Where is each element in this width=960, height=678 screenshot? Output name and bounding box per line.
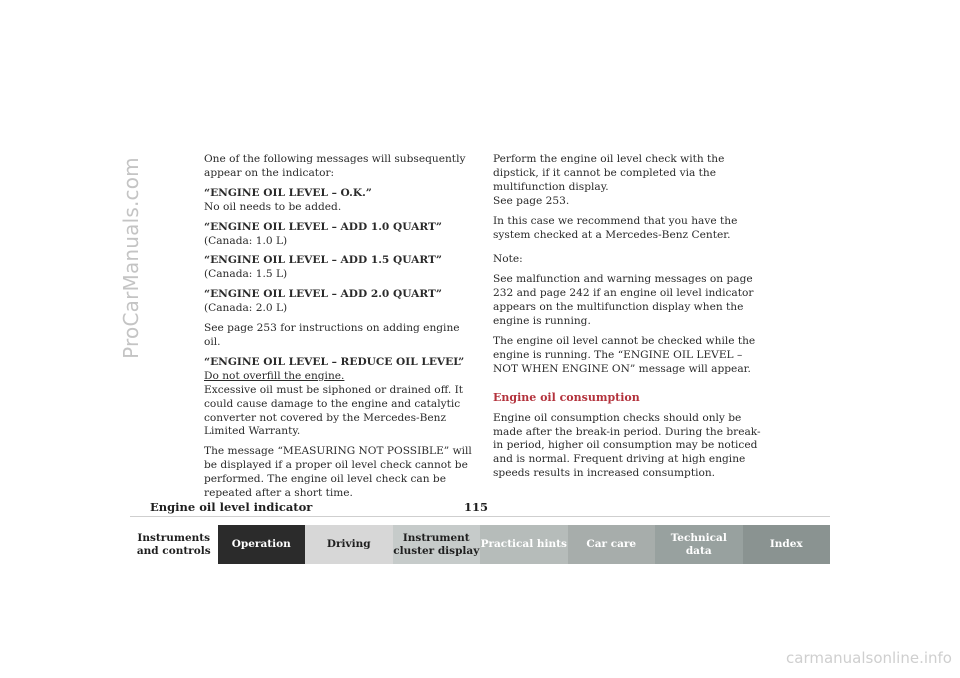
- dipstick-text: Perform the engine oil level check with the dipstick, if it cannot be completed via the multifunction display.: [493, 153, 725, 193]
- tab-practical-hints[interactable]: Practical hints: [480, 525, 568, 564]
- left-column: [204, 153, 474, 507]
- message-reduce-warning: Do not overfill the engine.: [204, 369, 345, 382]
- message-add-1: [204, 221, 474, 249]
- page-number: 115: [464, 500, 489, 514]
- dipstick-paragraph: [493, 153, 763, 209]
- footer-section-title: Engine oil level indicator: [150, 500, 313, 514]
- section-navigation-bar: [130, 525, 830, 564]
- message-reduce-title: “ENGINE OIL LEVEL – REDUCE OIL LEVEL”: [204, 355, 465, 368]
- right-column: [493, 153, 763, 487]
- bottom-watermark: carmanualsonline.info: [786, 649, 952, 667]
- recommend-paragraph: In this case we recommend that you have the system checked at a Mercedes-Benz Center.: [493, 214, 738, 241]
- message-ok-desc: No oil needs to be added.: [204, 200, 342, 213]
- tab-instruments-and-controls[interactable]: Instruments and controls: [130, 525, 218, 564]
- message-ok: [204, 187, 474, 215]
- message-add-1-desc: (Canada: 1.0 L): [204, 234, 288, 247]
- note-running-paragraph: The engine oil level cannot be checked while the engine is running. The “ENGINE OIL LEVEL – NOT WHEN ENGINE ON” message will appear.: [493, 334, 756, 375]
- message-add-2: [204, 288, 474, 316]
- see-page-instructions: See page 253 for instructions on adding engine oil.: [204, 322, 460, 348]
- message-add-1-5-title: “ENGINE OIL LEVEL – ADD 1.5 QUART”: [204, 254, 442, 267]
- message-add-2-desc: (Canada: 2.0 L): [204, 302, 288, 315]
- tab-index[interactable]: Index: [743, 525, 831, 564]
- intro-paragraph: One of the following messages will subsequently appear on the indicator:: [204, 153, 466, 179]
- side-watermark: ProCarManuals.com: [119, 157, 143, 359]
- tab-car-care[interactable]: Car care: [568, 525, 656, 564]
- message-ok-title: “ENGINE OIL LEVEL – O.K.”: [204, 186, 372, 199]
- note-label: Note:: [493, 253, 523, 266]
- footer-divider: [130, 516, 830, 517]
- message-add-1-5: [204, 254, 474, 282]
- measuring-not-possible-paragraph: The message “MEASURING NOT POSSIBLE” will be displayed if a proper oil level check cannot be performed. The engine oil level check can be repeated after a short time.: [204, 445, 472, 500]
- tab-technical-data[interactable]: Technical data: [655, 525, 743, 564]
- consumption-heading: Engine oil consumption: [493, 390, 640, 404]
- message-add-2-title: “ENGINE OIL LEVEL – ADD 2.0 QUART”: [204, 288, 442, 301]
- dipstick-see-page: See page 253.: [493, 194, 570, 207]
- tab-operation[interactable]: Operation: [218, 525, 306, 564]
- tab-driving[interactable]: Driving: [305, 525, 393, 564]
- note-malfunction-paragraph: See malfunction and warning messages on page 232 and page 242 if an engine oil level indicator appears on the multifunction display when the engine is running.: [493, 273, 754, 328]
- message-add-1-title: “ENGINE OIL LEVEL – ADD 1.0 QUART”: [204, 220, 442, 233]
- consumption-paragraph: Engine oil consumption checks should only be made after the break-in period. During the break-in period, higher oil consumption may be noticed and is normal. Frequent driving at high engine speeds results in increased consumption.: [493, 411, 761, 480]
- message-reduce-desc: Excessive oil must be siphoned or drained off. It could cause damage to the engine and catalytic converter not covered by the Mercedes-Benz Limited Warranty.: [204, 383, 464, 438]
- message-add-1-5-desc: (Canada: 1.5 L): [204, 268, 288, 281]
- tab-instrument-cluster-display[interactable]: Instrument cluster display: [393, 525, 481, 564]
- message-reduce: [204, 356, 474, 439]
